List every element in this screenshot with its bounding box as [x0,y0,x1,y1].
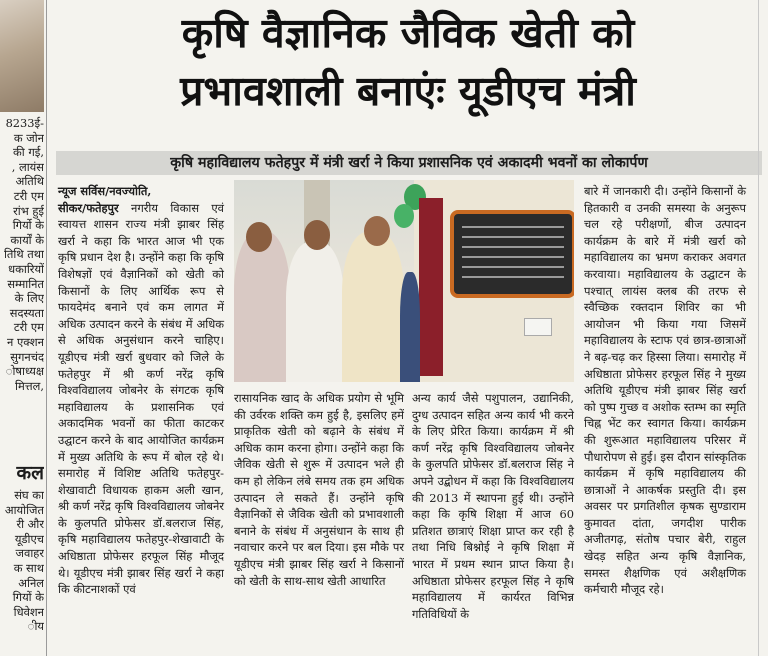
adjacent-text-line: अतिथि [15,174,44,189]
headline-line-1: कृषि वैज्ञानिक जैविक खेती को [181,9,635,57]
photo-curtain [419,198,443,376]
adjacent-article-fragment [0,0,44,656]
inauguration-plaque [450,210,574,298]
adjacent-text-line: री और [16,517,44,532]
photo-balloon [394,204,414,228]
photo-person-head [304,220,330,250]
adjacent-text-line: गिर्यो के [12,218,44,233]
article-column-2 [234,390,404,589]
article-text: अन्य कार्य जैसे पशुपालन, उद्यानिकी, दुग्ध उत्पादन सहित अन्य कार्य भी करने के लिए प्रेरित किया। कार्यक्रम में श्री कर्ण नरेंद्र कृषि विश्वविद्यालय जोबनेर के कुलपति प्रोफेसर डॉ.बलराज सिंह ने अपने उद्बोधन में कहा कि विश्वविद्यालय की 2013 में स्थापना हुई थी। उन्होंने कहा कि कृषि शिक्षा में आज 60 प्रतिशत छात्राएं शिक्षा प्राप्त कर रही है तथा निधि बिश्नोई ने कृषि शिक्षा में भारत में प्रथम स्थान प्राप्त किया है। अधिष्ठाता प्रोफेसर हरफूल सिंह ने कृषि महाविद्यालय में कार्यरत विभिन्न गतिविधियों के [412,391,574,621]
adjacent-text-line: सम्मानित [7,276,44,291]
byline-service: न्यूज सर्विस/नवज्योति, [58,184,152,198]
adjacent-text-line: सुगनचंद [10,349,44,364]
adjacent-text-line: जवाहर [15,546,44,561]
adjacent-text-line: मित्तल, [15,378,44,393]
adjacent-text-line: टरी एम [13,188,44,203]
adjacent-text-line: गियों के [12,590,44,605]
headline-line-2: प्रभावशाली बनाएंः यूडीएच मंत्री [180,67,636,115]
adjacent-text-lines [0,116,44,393]
adjacent-text-line: की गई, [13,145,44,160]
adjacent-text-line: के लिए [14,291,44,306]
adjacent-text-line: कार्यों के [10,232,44,247]
article-text: रासायनिक खाद के अधिक प्रयोग से भूमि की उर्वरक शक्ति कम हुई है, इसलिए हमें प्राकृतिक खेती को बढ़ाने के संबंध में अधिक काम करना होगा। उन्होंने कहा कि जैविक खेती से शुरू में उत्पादन भले ही कम हो लेकिन लंबे समय तक हम अधिक उत्पादन ले सकते हैं। उन्होंने कृषि वैज्ञानिकों से जैविक खेती को प्रभावशाली बनाने के संबंध में अनुसंधान के साथ ही नवाचार करने पर बल दिया। इस मौके पर यूडीएच मंत्री झाबर सिंह खर्रा ने किसानों को खेती के साथ-साथ खेती आधारित [234,391,404,588]
plaque-line [462,266,564,268]
byline-dateline: सीकर/फतेहपुर [58,200,119,215]
adjacent-text-line: क जोन [13,130,44,145]
adjacent-text-line: 8233ई- [5,116,44,130]
headline [58,4,758,120]
article-column-4 [584,183,746,598]
column-divider [46,0,47,656]
plaque-line [462,246,564,248]
plaque-line [462,226,564,228]
plaque-line [462,276,564,278]
plaque-line [462,256,564,258]
article-text: बारे में जानकारी दी। उन्होंने किसानों के हितकारी व उनकी समस्या के अनुरूप चल रहे परीक्षणों, बीज उत्पादन कार्यक्रम के बारे में मंत्री खर्रा को महाविद्यालय का भ्रमण कराकर अवगत करवाया। महाविद्यालय के उद्घाटन के पश्चात् लायंस क्लब की तरफ से स्वैच्छिक रक्तदान शिविर का भी आयोजन भी किया गया जिसमें महाविद्यालय के स्टाफ एवं छात्र-छात्राओं ने बढ़-चढ़ कर हिस्सा लिया। समारोह में अधिष्ठाता प्रोफेसर हरफूल सिंह ने मुख्य अतिथि यूडीएच मंत्री झाबर सिंह खर्रा को पुष्प गुच्छ व अशोक स्तम्भ का स्मृति चिह्न भेंट कर स्वागत किया। कार्यक्रम की शुरूआत महाविद्यालय परिसर में पौधारोपण से हुई। इस दौरान सांस्कृतिक कार्यक्रम में कृषि महाविद्यालय की छात्राओं ने आकर्षक प्रस्तुति दी। इस अवसर पर प्रगतिशील कृषक सुण्डाराम कुमावत दांता, जगदीश पारीक अजीतगढ़, संतोष पचार बेरी, राहुल खेदड़ सहित अन्य कृषि वैज्ञानिक, समस्त शैक्षणिक एवं अशैक्षणिक कर्मचारी मौजूद रहे। [584,184,746,597]
photo-switchboard [524,318,552,336]
adjacent-text-line: रांभ हुई [13,203,44,218]
adjacent-text-line: धिवेशन [13,604,44,619]
adjacent-text-line: तिथि तथा [3,247,44,262]
article-column-3 [412,390,574,622]
article-column-1 [58,183,224,598]
photo-person [234,232,290,382]
news-photo [234,180,574,382]
article-text: नगरीय विकास एवं स्वायत्त शासन राज्य मंत्री झाबर सिंह खर्रा ने कहा कि भारत आज भी एक कृषि प्रधान देश है। उन्होंने कहा कि कृषि विशेषज्ञों एवं वैज्ञानिकों को खेती को किसानों के लिए आर्थिक रूप से फायदेमंद बनाने एवं कम लागत में अधिक उत्पादन करने के संबंध में अधिक से अधिक अनुसंधान करने चाहिए। यूडीएच मंत्री खर्रा बुधवार को जिले के फतेहपुर में श्री कर्ण नरेंद्र कृषि विश्वविद्यालय जोबनेर के संगटक कृषि महाविद्यालय के प्रशासनिक एवं अकादमिक भवनों का फीता काटकर उद्घाटन करने के बाद आयोजित कार्यक्रम में मुख्य अतिथि के रूप में बोल रहे थे। समारोह में विशिष्ट अतिथि फतेहपुर-शेखावाटी विधायक हाकम अली खान, श्री कर्ण नरेंद्र कृषि विश्वविद्यालय जोबनेर के कुलपति प्रोफेसर डॉ.बलराज सिंह, कृषि महाविद्यालय फतेहपुर-शेखावाटी के अधिष्ठाता प्रोफेसर हरफूल सिंह मौजूद थे। यूडीएच मंत्री झाबर सिंह खर्रा ने कहा कि कीटनाशकों एवं [58,200,224,597]
photo-person [286,242,344,382]
adjacent-text-line: क साथ [13,560,44,575]
adjacent-text-line: सदस्यता [9,305,44,320]
adjacent-photo [0,0,44,112]
adjacent-text-line: आयोजित [4,502,44,517]
adjacent-text-line: , लायंस [11,159,44,174]
photo-person-head [364,216,390,246]
adjacent-text-line: संघ का [14,488,44,502]
adjacent-text-lines-lower [0,488,44,634]
photo-person [342,232,404,382]
page-edge [758,0,759,656]
plaque-line [462,236,564,238]
adjacent-text-line: ोषाध्यक्ष [5,364,44,379]
subheadline-bar: कृषि महाविद्यालय फतेहपुर में मंत्री खर्रा ने किया प्रशासनिक एवं अकादमी भवनों का लोकार्पण [56,151,762,175]
adjacent-text-line: ीय [27,619,44,634]
photo-person [400,272,420,382]
adjacent-heading: कल [16,462,44,484]
adjacent-text-line: यूडीएच [14,531,44,546]
adjacent-text-line: टरी एम [13,320,44,335]
adjacent-text-line: धकारियों [8,261,44,276]
adjacent-text-line: अनिल [18,575,44,590]
photo-person-head [246,222,272,252]
adjacent-text-line: न एक्शन [7,334,44,349]
